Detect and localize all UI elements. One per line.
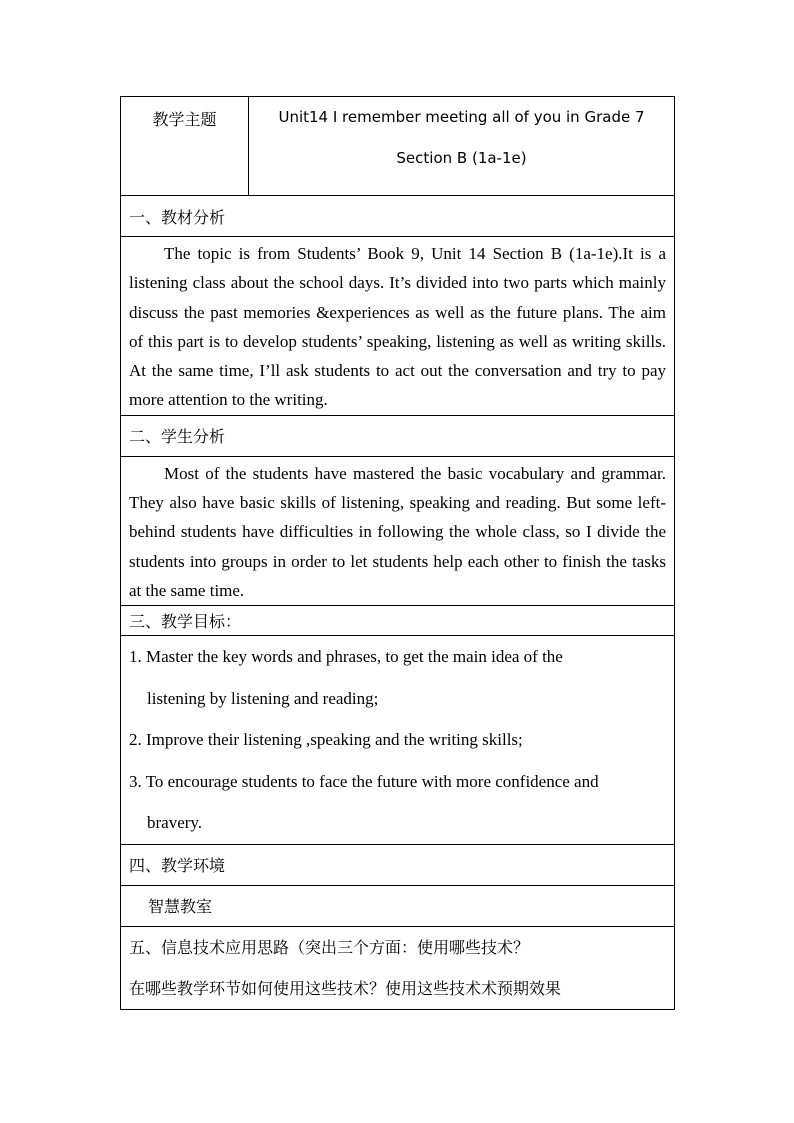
objective-item-2-line1: 2. Improve their listening ,speaking and the writing skills;: [129, 730, 523, 750]
material-paragraph: The topic is from Students’ Book 9, Unit 14 Section B (1a-1e).It is a listening class about the school days. It’s divided into two parts which mainly discuss the past memories &experiences as well as the future plans. The aim of this part is to develop students’ speaking, listening as well as writing skills. At the same time, I’ll ask students to act out the conversation and try to pay more attention to the writing.: [129, 244, 666, 410]
topic-title: [249, 97, 675, 196]
technology-line2: 在哪些教学环节如何使用这些技术？使用这些技术术预期效果: [129, 978, 562, 998]
objectives-heading-row: [121, 606, 675, 636]
technology-row: [121, 926, 675, 1009]
environment-heading: 四、教学环境: [121, 844, 675, 885]
material-analysis: [121, 237, 675, 416]
technology-approach: [121, 926, 675, 1009]
material-text-row: [121, 237, 675, 416]
topic-row: [121, 97, 675, 196]
objective-item-1-line1: 1. Master the key words and phrases, to get the main idea of the: [129, 647, 563, 667]
topic-title-line1: Unit14 I remember meeting all of you in Grade 7: [278, 108, 645, 126]
students-heading: 二、学生分析: [121, 415, 675, 456]
topic-label: 教学主题: [121, 97, 249, 196]
objective-item-3-line1: 3. To encourage students to face the future with more confidence and: [129, 771, 599, 791]
students-analysis: [121, 456, 675, 605]
environment-heading-row: [121, 844, 675, 885]
students-text-row: [121, 456, 675, 605]
objectives-list: [121, 636, 675, 845]
technology-line1: 五、信息技术应用思路（突出三个方面：使用哪些技术？: [129, 937, 530, 957]
topic-title-line2: Section B (1a-1e): [396, 149, 527, 167]
objective-item-1-line2: listening by listening and reading;: [147, 688, 379, 708]
objectives-heading: 三、教学目标：: [121, 606, 675, 636]
material-heading-row: [121, 196, 675, 237]
students-paragraph: Most of the students have mastered the basic vocabulary and grammar. They also have basic skills of listening, speaking and reading. But some left-behind students have difficulties in following the whole class, so I divide the students into groups in order to let students help each other to finish the tasks at the same time.: [129, 463, 666, 600]
objective-item-3-line2: bravery.: [147, 813, 203, 833]
environment-value: 智慧教室: [121, 885, 675, 926]
students-heading-row: [121, 415, 675, 456]
environment-value-row: [121, 885, 675, 926]
material-heading: 一、教材分析: [121, 196, 675, 237]
objectives-row: [121, 636, 675, 845]
lesson-plan-table: [120, 96, 675, 1010]
